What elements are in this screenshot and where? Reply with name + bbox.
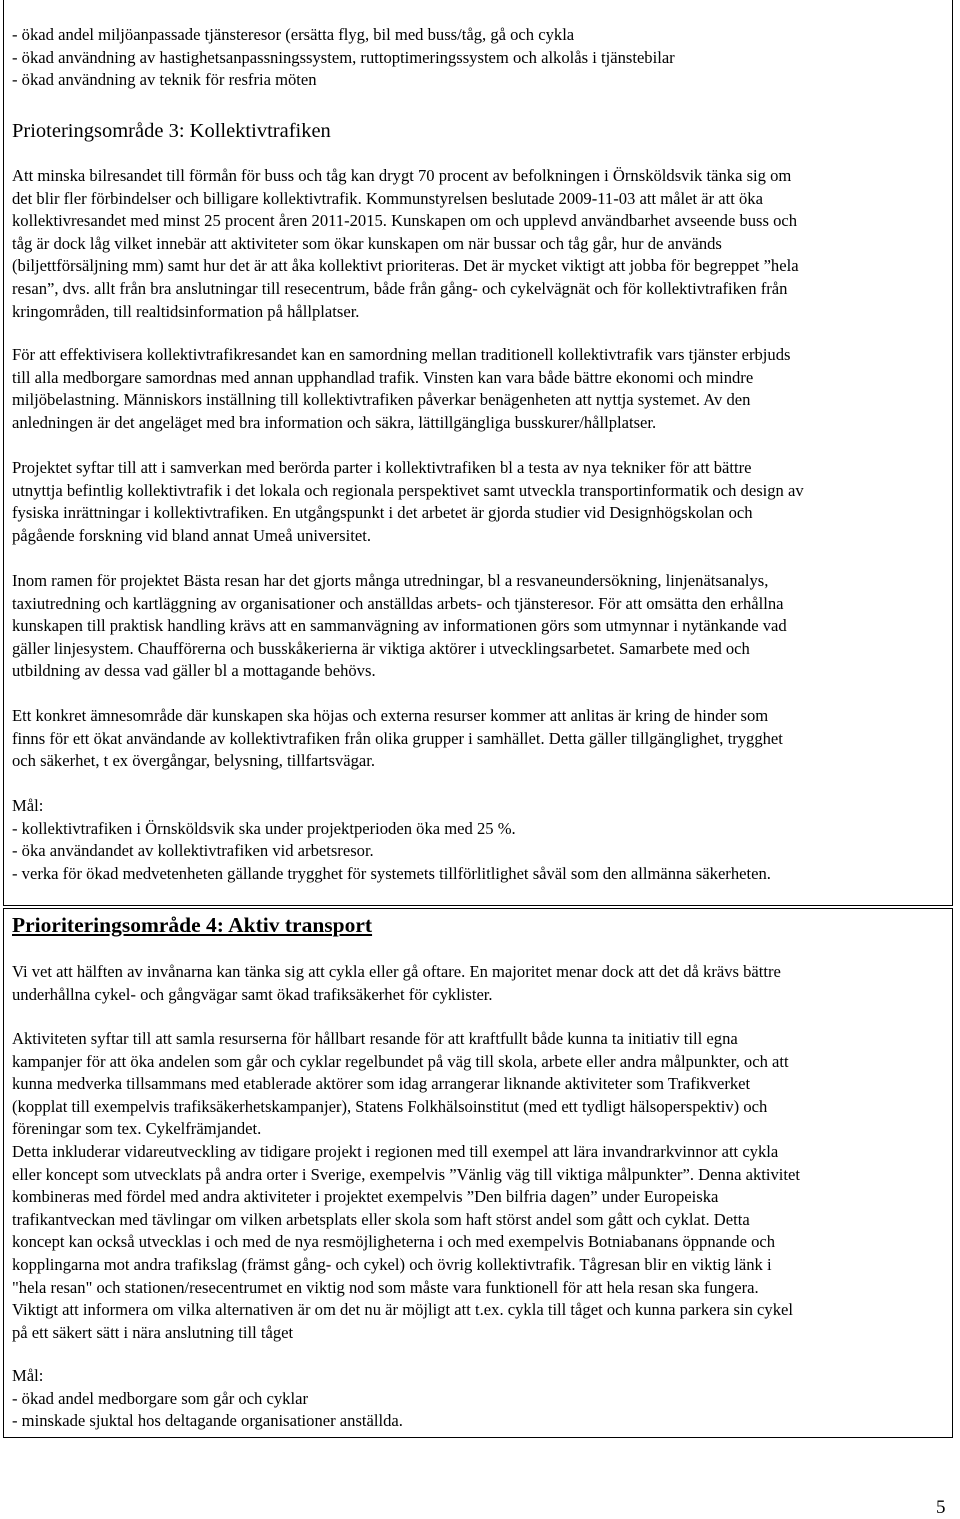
text-line: kringområden, till realtidsinformation på hållplatser. [12,301,360,321]
goals-list-aktiv-transport [12,1365,942,1433]
paragraph-aktiviteten-syftar [12,1028,942,1344]
goal-item: - kollektivtrafiken i Örnsköldsvik ska under projektperioden öka med 25 %. [12,818,516,838]
text-line: Att minska bilresandet till förmån för buss och tåg kan drygt 70 procent av befolkningen i Örnsköldsvik tänka sig om [12,166,792,185]
text-line: koncept kan också utvecklas i och med de nya resmöjligheterna i och med exempelvis Botniabanans öppnande och [12,1232,776,1252]
paragraph-konkret-amnesomrade [12,705,942,773]
text-line: och säkerhet, t ex övergångar, belysning, tillfartsvägar. [12,751,376,771]
text-line: utnyttja befintlig kollektivtrafik i det lokala och regionala perspektivet samt utveckla transportinformatik och design av [12,480,804,500]
text-line: Viktigt att informera om vilka alternativen är om det nu är möjligt att t.ex. cykla till tåget och kunna parkera sin cykel [12,1300,793,1320]
text-line: "hela resan" och stationen/resecentrumet en viktig nod som måste vara funktionell för att hela resan ska fungera. [12,1277,759,1297]
heading-aktiv-transport: Prioriteringsområde 4: Aktiv transport [12,913,373,937]
text-line: eller koncept som utvecklats på andra orter i Sverige, exempelvis ”Vänlig väg till viktiga målpunkter”. Denna aktivitet [12,1164,800,1184]
text-line: föreningar som tex. Cykelfrämjandet. [12,1119,262,1139]
text-line: miljöbelastning. Människors inställning till kollektivtrafiken påverkar benägenheten att nyttja systemet. Av den [12,390,751,410]
text-line: pågående forskning vid bland annat Umeå universitet. [12,525,371,545]
page-number: 5 [936,1497,946,1518]
text-line: resan”, dvs. allt från bra anslutningar till resecentrum, både från gång- och cykelvägnät och för kollektivtrafiken från [12,278,788,298]
text-line: (kopplat till exempelvis trafiksäkerhetskampanjer), Statens Folkhälsoinstitut (med ett tydligt hälsoperspektiv) och [12,1096,768,1116]
paragraph-effektivisera [12,344,942,434]
text-line: till alla medborgare samordnas med annan upphandlad trafik. Vinsten kan vara både bättre ekonomi och mindre [12,367,754,387]
paragraph-halften-invanare [12,961,942,1006]
text-line: Aktiviteten syftar till att samla resurserna för hållbart resande för att kraftfullt både kunna ta initiativ till egna [12,1029,738,1048]
bullet-item: - ökad användning av hastighetsanpassningssystem, ruttoptimeringssystem och alkolås i tjänstebilar [12,47,675,67]
text-line: fysiska inrättningar i kollektivtrafiken. En utgångspunkt i det arbetet är gjorda studier vid Designhögskolan och [12,503,753,523]
text-line: För att effektivisera kollektivtrafikresandet kan en samordning mellan traditionell kollektivtrafik vars tjänster erbjuds [12,345,791,364]
goal-item: - öka användandet av kollektivtrafiken vid arbetsresor. [12,841,374,861]
text-line: kopplingarna mot andra trafikslag (främst gång- och cykel) och övrig kollektivtrafik. Tågresan blir en viktig länk i [12,1254,772,1274]
text-line: kombineras med fördel med andra aktiviteter i projektet exempelvis ”Den bilfria dagen” under Europeiska [12,1187,719,1207]
goal-item: - verka för ökad medvetenheten gällande trygghet för systemets tillförlitlighet såväl som den allmänna säkerheten. [12,863,771,883]
bullet-item: - ökad användning av teknik för resfria möten [12,70,317,90]
goal-item: - minskade sjuktal hos deltagande organisationer anställda. [12,1411,403,1431]
bullet-item: - ökad andel miljöanpassade tjänsteresor (ersätta flyg, bil med buss/tåg, gå och cykla [12,25,575,44]
text-line: taxiutredning och kartläggning av organisationer och anställdas arbets- och tjänsteresor. För att omsätta den erhållna [12,593,784,613]
paragraph-projektet-syftar [12,457,942,547]
text-line: kollektivresandet med minst 25 procent åren 2011-2015. Kunskapen om och upplevd användbarhet avseende buss och [12,211,798,231]
goals-list-kollektivtrafik [12,795,942,885]
bullet-list-tjansteresor [12,24,942,92]
text-line: trafikantveckan med tävlingar om vilken arbetsplats eller skola som haft störst andel som gått och cyklat. Detta [12,1209,750,1229]
text-line: Vi vet att hälften av invånarna kan tänka sig att cykla eller gå oftare. En majoritet menar dock att det då krävs bättre [12,962,781,981]
text-line: kunna medverka tillsammans med etablerade aktörer som idag arrangerar liknande aktiviteter som Trafikverket [12,1074,751,1094]
paragraph-basta-resan [12,570,942,683]
text-line: finns för ett ökat användande av kollektivtrafiken från olika grupper i samhället. Detta gäller tillgänglighet, trygghet [12,728,783,748]
text-line: tåg är dock låg vilket innebär att aktiviteter som ökar kunskapen om när bussar och tåg går, hur de används [12,233,722,253]
text-line: kunskapen till praktisk handling krävs att en sammanvägning av informationen görs som utmynnar i nytänkande vad [12,616,787,636]
text-line: Inom ramen för projektet Bästa resan har det gjorts många utredningar, bl a resvaneundersökning, linjenätsanalys, [12,571,769,590]
text-line: Projektet syftar till att i samverkan med berörda parter i kollektivtrafiken bl a testa av nya tekniker för att bättre [12,458,752,477]
text-line: Detta inkluderar vidareutveckling av tidigare projekt i regionen med till exempel att lära invandrarkvinnor att cykla [12,1141,779,1161]
text-line: anledningen är det angeläget med bra information och säkra, lättillgängliga busskurer/hållplatser. [12,412,657,432]
goal-item: - ökad andel medborgare som går och cyklar [12,1388,308,1408]
text-line: gäller linjesystem. Chaufförerna och busskåkerierna är viktiga aktörer i utvecklingsarbetet. Samarbete med och [12,638,750,658]
text-line: på ett säkert sätt i nära anslutning till tåget [12,1322,294,1342]
paragraph-kollektivtrafik-intro [12,165,942,323]
text-line: utbildning av dessa vad gäller bl a mottagande behövs. [12,661,376,681]
goals-label: Mål: [12,1366,44,1385]
text-line: (biljettförsäljning mm) samt hur det är att åka kollektivt prioriteras. Det är mycket viktigt att jobba för begreppet ”hela [12,256,799,276]
text-line: underhållna cykel- och gångvägar samt ökad trafiksäkerhet för cyklister. [12,984,493,1004]
text-line: det blir fler förbindelser och billigare kollektivtrafik. Kommunstyrelsen beslutade 2009-11-03 att målet är att öka [12,188,763,208]
text-line: kampanjer för att öka andelen som går och cyklar regelbundet på väg till skola, arbete eller andra målpunkter, och att [12,1051,789,1071]
goals-label: Mål: [12,796,44,815]
text-line: Ett konkret ämnesområde där kunskapen ska höjas och externa resurser kommer att anlitas är kring de hinder som [12,706,769,725]
heading-kollektivtrafiken: Prioteringsområde 3: Kollektivtrafiken [12,120,331,142]
